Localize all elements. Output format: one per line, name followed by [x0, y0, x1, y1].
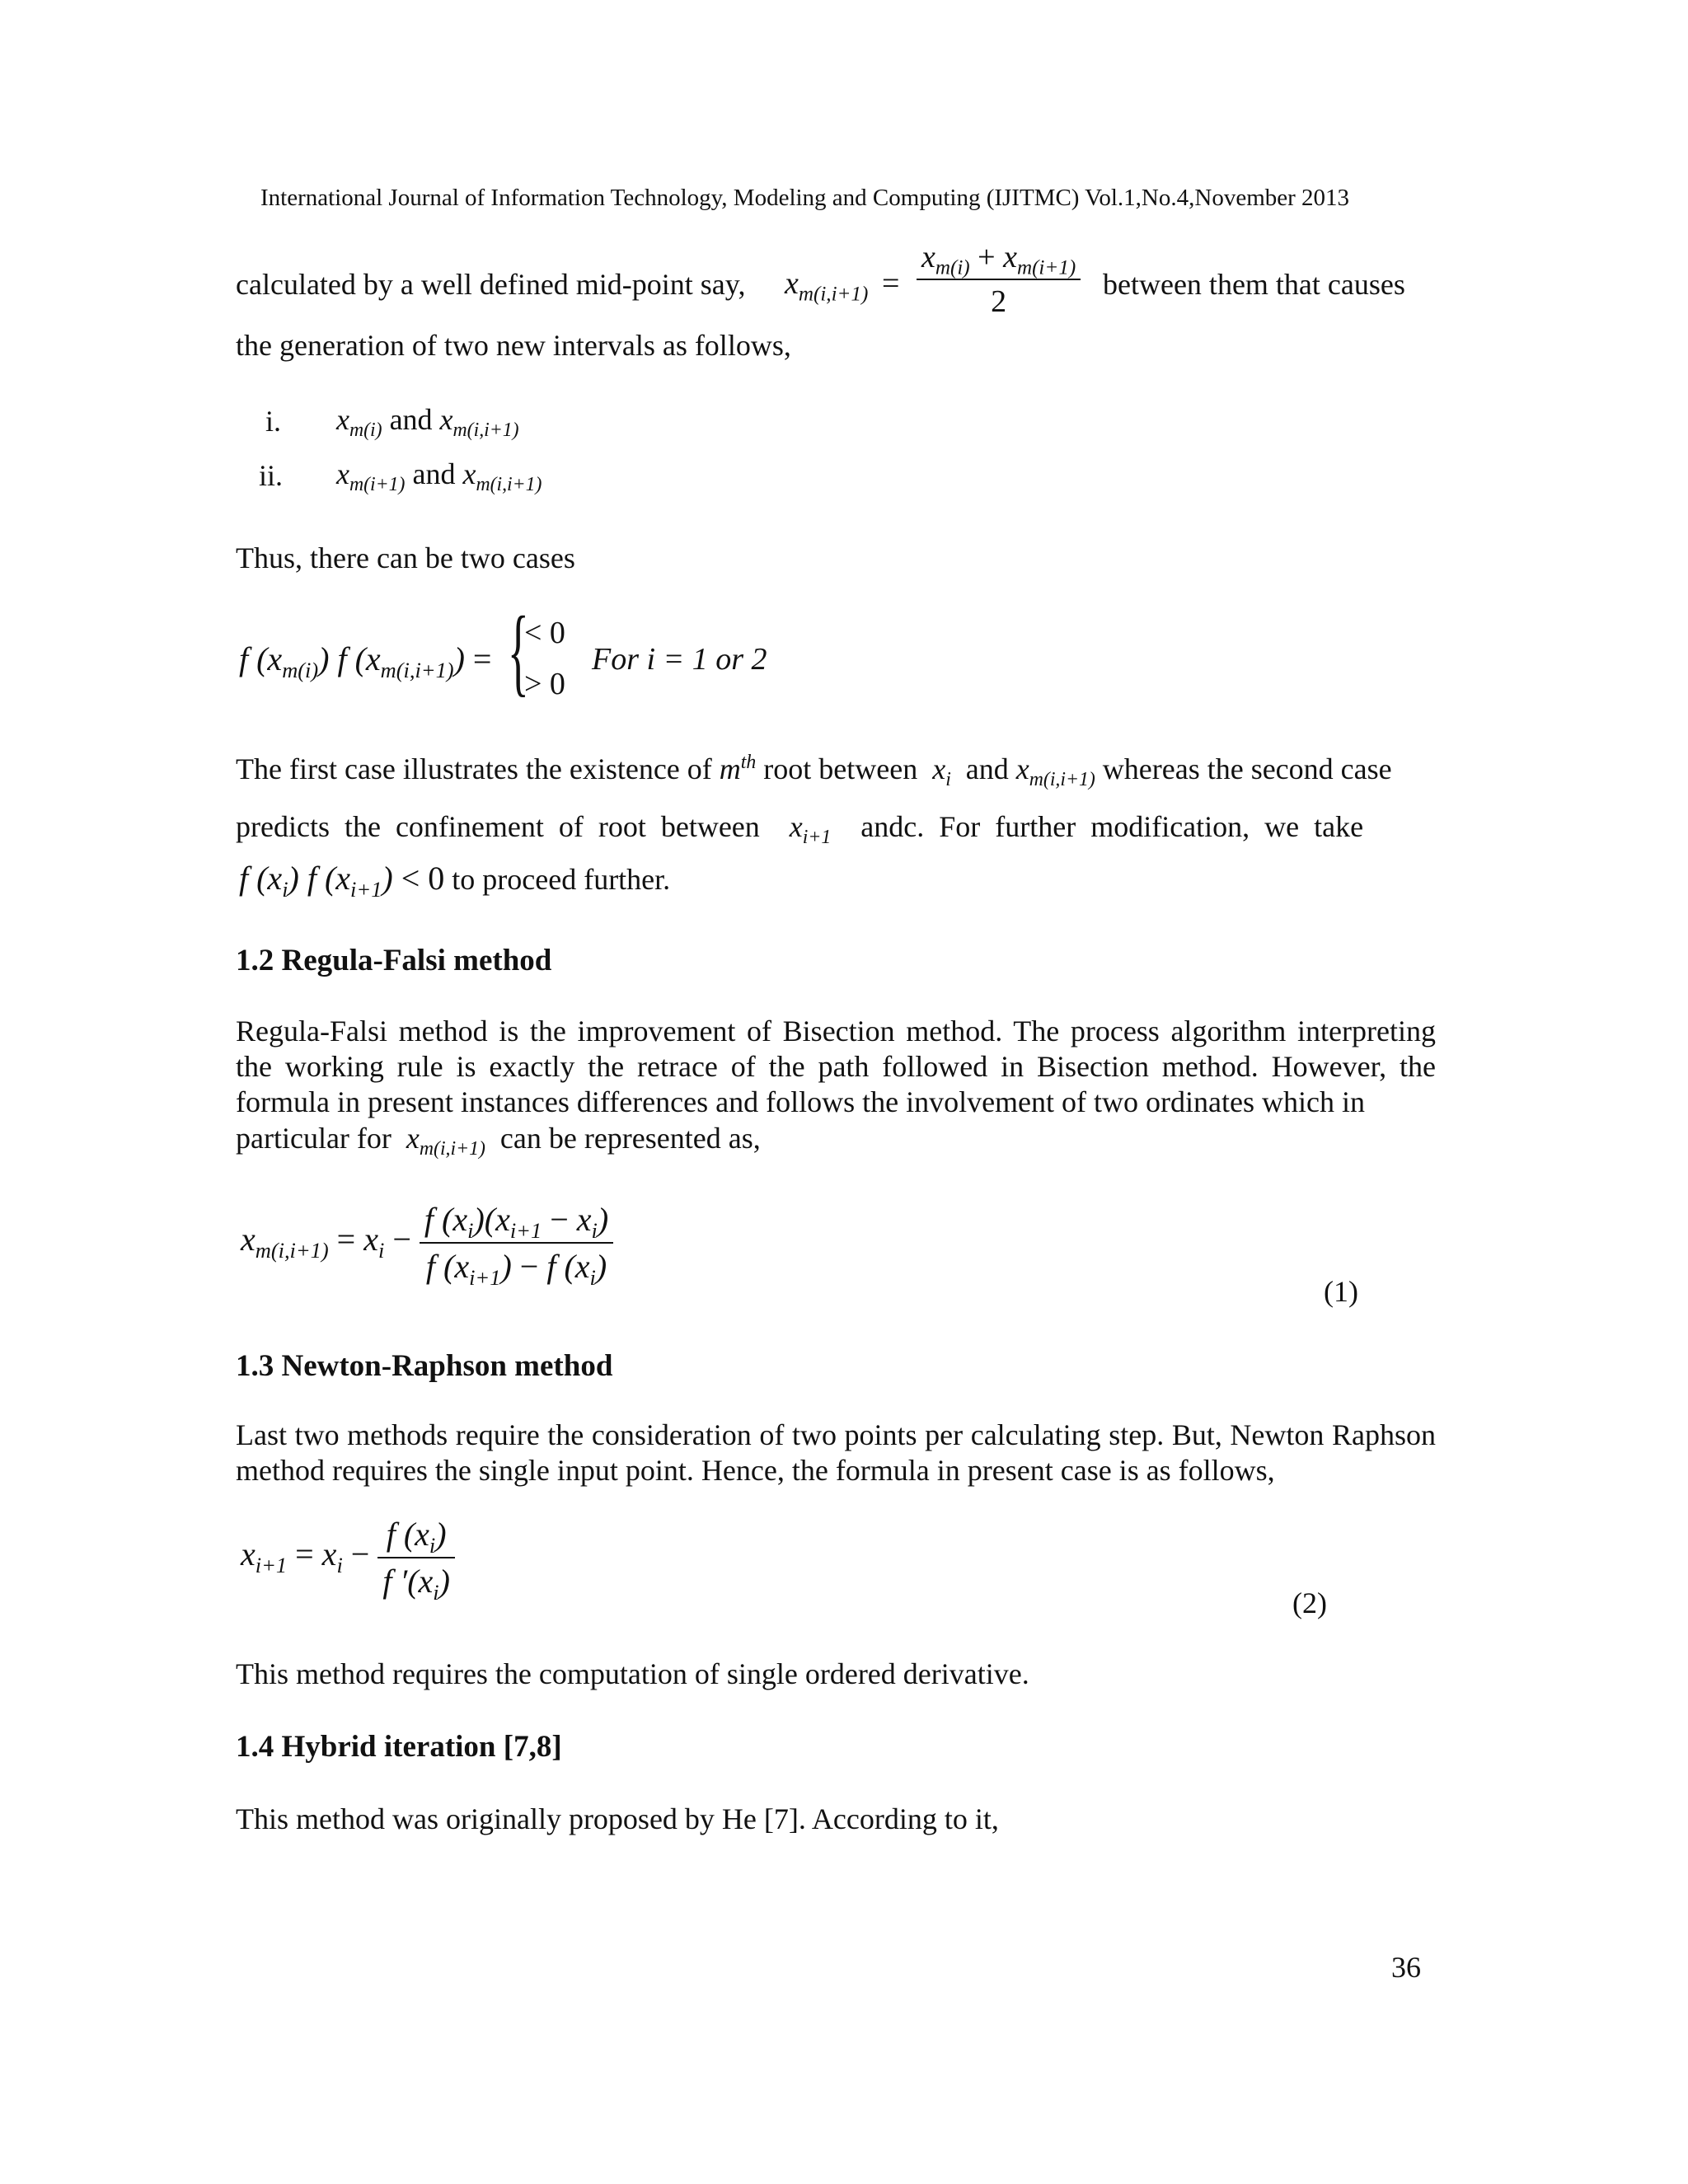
first-case-text-e: predicts the confinement of root between [236, 810, 760, 843]
first-case-text-a: The first case illustrates the existence of [236, 752, 712, 785]
running-header: International Journal of Information Technology, Modeling and Computing (IJITMC) Vol.1,No.4,November 2013 [260, 185, 1350, 211]
equals-sign: = [882, 266, 900, 301]
first-case-line-1: The first case illustrates the existence of $m^{th}$ root between $x_i$ and $x_{m(i,i+1)}$ whereas the second case [236, 752, 1392, 791]
midpoint-fraction: $\frac{x_{m(i)} + x_{m(i+1)}}{2}$ [917, 239, 1081, 320]
intro-line-2: the generation of two new intervals as follows, [236, 329, 791, 362]
first-case-text-f: andc. For further modification, we take [860, 810, 1364, 843]
cases-condition: For i = 1 or 2 [592, 642, 767, 677]
first-case-text-b: root between [763, 752, 918, 785]
cases-intro: Thus, there can be two cases [236, 541, 575, 574]
equation-2: $x_{i+1} = x_i$ − $\frac{f (x_i)}{f '(x_i)}$ [241, 1515, 455, 1601]
first-case-line-3: f $(x_i)$ f $(x_{i+1}) < 0$ to proceed further. [239, 860, 671, 902]
intro-line-1-start: calculated by a well defined mid-point say, [236, 268, 746, 301]
regula-falsi-paragraph: Regula-Falsi method is the improvement of Bisection method. The process algorithm interpreting the working rule is exactly the retrace of the path followed in Bisection method. However, the formula in present instances differences and follows the involvement of two ordinates which in [236, 1015, 1436, 1118]
intro-line-1-end: between them that causes [1103, 268, 1405, 301]
list-item-marker: i. [265, 405, 282, 438]
regula-falsi-last-line: particular for $x_{m(i,i+1)}$ can be represented as, [236, 1122, 761, 1160]
equation-1: $x_{m(i,i+1)} = x_i$ − $\frac{f (x_i)(x_{i+1} - x_i)}{f (x_{i+1}) - f (x_i)}$ [241, 1200, 613, 1286]
derivative-sentence: This method requires the computation of single ordered derivative. [236, 1657, 1029, 1690]
hybrid-paragraph: This method was originally proposed by He [7]. According to it, [236, 1802, 999, 1835]
case-greater: > 0 [524, 667, 565, 701]
first-case-text-d: whereas the second case [1102, 752, 1392, 785]
equation-1-number: (1) [1324, 1275, 1358, 1308]
cases-brace: { [507, 596, 529, 705]
mth-symbol: $m^{th}$ [719, 752, 757, 785]
page-number: 36 [1391, 1951, 1421, 1984]
list-item-marker: ii. [259, 459, 284, 492]
list-item-formula: $x_{m(i)}$ and $x_{m(i,i+1)}$ [336, 403, 519, 442]
section-heading-1-2: 1.2 Regula-Falsi method [236, 944, 552, 977]
regula-text-a: particular for [236, 1122, 392, 1155]
list-item-conj: and [389, 403, 433, 436]
list-item-conj: and [412, 457, 456, 490]
list-item-formula: $x_{m(i+1)}$ and $x_{m(i,i+1)}$ [336, 457, 542, 496]
section-heading-1-3: 1.3 Newton-Raphson method [236, 1349, 613, 1383]
regula-text-b: can be represented as, [499, 1122, 761, 1155]
equation-2-number: (2) [1292, 1586, 1327, 1619]
first-case-line-2: predicts the confinement of root between $x_{i+1}$ andc. For further modification, we take [236, 810, 1364, 849]
first-case-text-c: and [965, 752, 1009, 785]
newton-raphson-paragraph: Last two methods require the consideration of two points per calculating step. But, Newton Raphson method requires the single input point. Hence, the formula in present case is as follows, [236, 1418, 1436, 1487]
first-case-text-g: to proceed further. [452, 863, 671, 896]
case-less: < 0 [524, 616, 565, 650]
section-heading-1-4: 1.4 Hybrid iteration [7,8] [236, 1730, 562, 1764]
midpoint-symbol: $x_{m(i,i+1)}$ [785, 266, 869, 306]
cases-equation-lhs: f $(x_{m(i)})$ f $(x_{m(i,i+1)})$ = [239, 640, 492, 682]
